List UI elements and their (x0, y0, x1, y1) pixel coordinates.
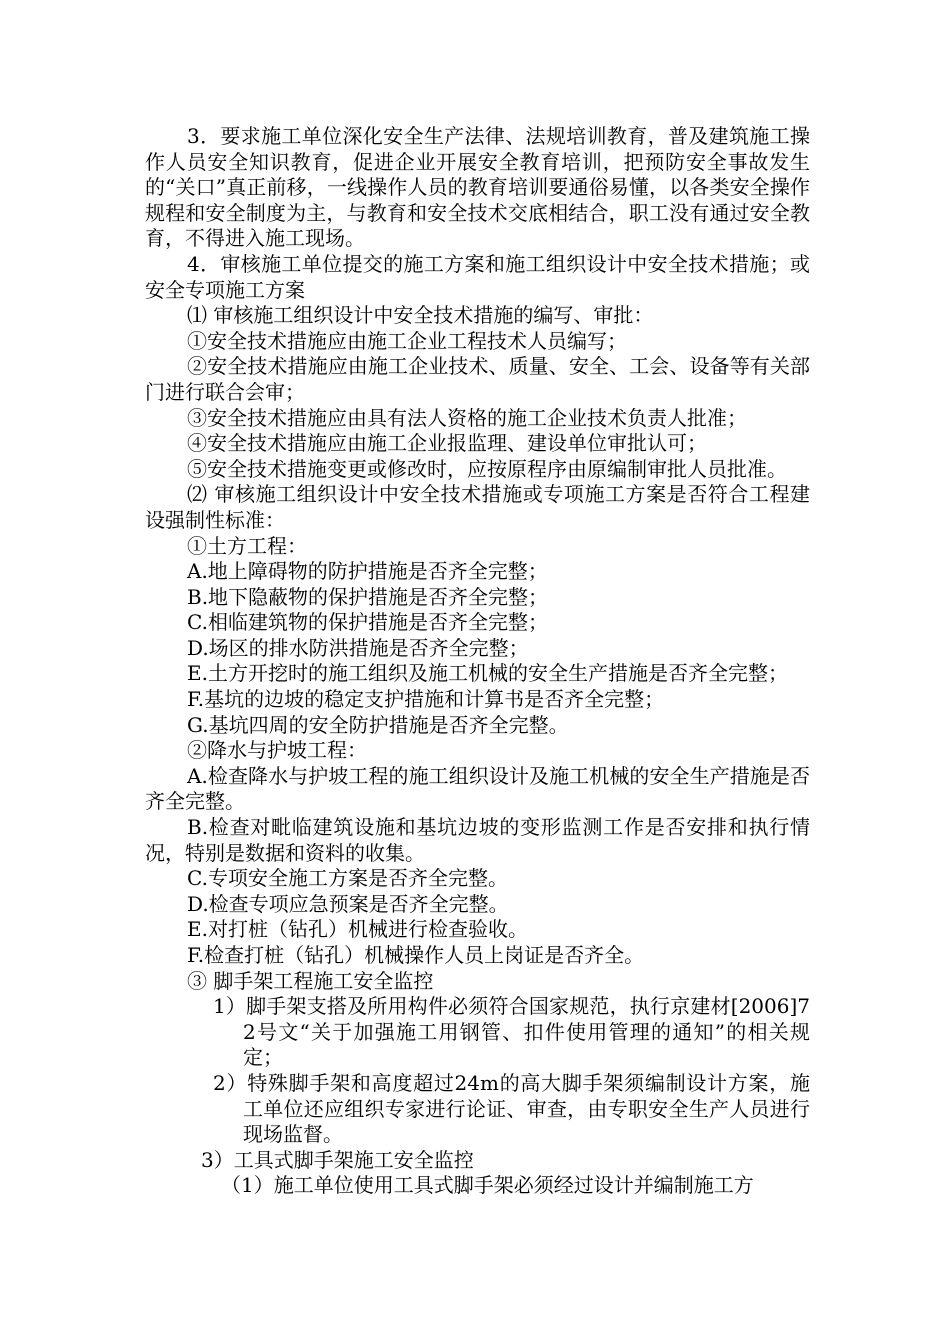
list-item: B.地下隐蔽物的保护措施是否齐全完整； (187, 584, 549, 609)
list-item: ①安全技术措施应由施工企业工程技术人员编写； (187, 328, 627, 353)
list-item: ④安全技术措施应由施工企业报监理、建设单位审批认可； (187, 431, 707, 456)
paragraph-4: 4．审核施工单位提交的施工方案和施工组织设计中安全技术措施；或安全专项施工方案 (145, 251, 810, 302)
list-item: G.基坑四周的安全防护措施是否齐全完整。 (187, 712, 569, 737)
list-item: ③安全技术措施应由具有法人资格的施工企业技术负责人批准； (187, 405, 747, 430)
document-body (145, 124, 810, 1199)
subsection-heading-tool-scaffold: 3）工具式脚手架施工安全监控 (201, 1147, 474, 1172)
list-item: ⑤安全技术措施变更或修改时，应按原程序由原编制审批人员批准。 (187, 456, 787, 481)
list-item: ②安全技术措施应由施工企业技术、质量、安全、工会、设备等有关部门进行联合会审； (145, 354, 810, 404)
list-item: C.相临建筑物的保护措施是否齐全完整； (187, 610, 548, 635)
list-item: B.检查对毗临建筑设施和基坑边坡的变形监测工作是否安排和执行情况，特别是数据和资料的收集。 (145, 815, 810, 865)
list-item: 1）脚手架支搭及所用构件必须符合国家规范，执行京建材[2006]72号文“关于加强施工用钢管、扣件使用管理的通知”的相关规定； (213, 994, 810, 1070)
list-item: F.基坑的边坡的稳定支护措施和计算书是否齐全完整； (187, 687, 665, 712)
list-item: 2）特殊脚手架和高度超过24m的高大脚手架须编制设计方案，施工单位还应组织专家进行论证、审查，由专职安全生产人员进行现场监督。 (213, 1070, 810, 1147)
list-item: （1）施工单位使用工具式脚手架必须经过设计并编制施工方 (221, 1173, 754, 1198)
list-item: A.检查降水与护坡工程的施工组织设计及施工机械的安全生产措施是否齐全完整。 (145, 763, 810, 814)
list-item: A.地上障碍物的防护措施是否齐全完整； (187, 559, 548, 584)
list-item: D.场区的排水防洪措施是否齐全完整； (187, 635, 529, 660)
paragraph-3: 3．要求施工单位深化安全生产法律、法规培训教育，普及建筑施工操作人员安全知识教育，促进企业开展安全教育培训，把预防安全事故发生的“关口”真正前移，一线操作人员的教育培训要通俗易懂，以各类安全操作规程和安全制度为主，与教育和安全技术交底相结合，职工没有通过安全教育，不得进入施工现场。 (145, 124, 810, 251)
section-heading-scaffold: ③ 脚手架工程施工安全监控 (187, 968, 434, 993)
section-heading-earthwork: ①土方工程： (187, 533, 307, 558)
list-item: C.专项安全施工方案是否齐全完整。 (187, 866, 508, 891)
subsection-2: ⑵ 审核施工组织设计中安全技术措施或专项施工方案是否符合工程建设强制性标准： (145, 482, 810, 532)
subsection-1: ⑴ 审核施工组织设计中安全技术措施的编写、审批： (187, 303, 654, 328)
list-item: D.检查专项应急预案是否齐全完整。 (187, 891, 509, 916)
section-heading-dewatering: ②降水与护坡工程： (187, 738, 367, 763)
list-item: E.土方开挖时的施工组织及施工机械的安全生产措施是否齐全完整； (187, 661, 788, 686)
list-item: F.检查打桩（钻孔）机械操作人员上岗证是否齐全。 (187, 943, 645, 967)
list-item: E.对打桩（钻孔）机械进行检查验收。 (187, 917, 528, 942)
